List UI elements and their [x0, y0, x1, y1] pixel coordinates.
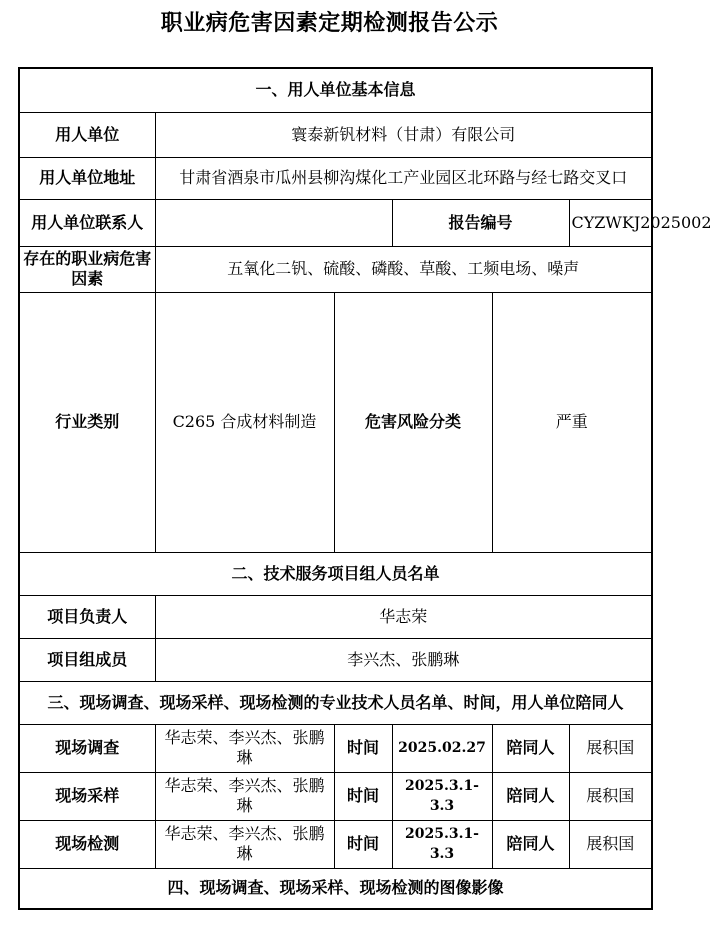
escort-value: 展积国 — [569, 772, 652, 820]
staff-value: 华志荣、李兴杰、张鹏琳 — [155, 820, 334, 868]
table-row — [19, 820, 652, 868]
time-label: 时间 — [334, 820, 392, 868]
contact-label: 用人单位联系人 — [19, 199, 155, 246]
section4-heading: 四、现场调查、现场采样、现场检测的图像影像 — [19, 868, 652, 909]
escort-label: 陪同人 — [492, 772, 569, 820]
report-number-value: CYZWKJ2025002 — [569, 199, 652, 246]
risk-label: 危害风险分类 — [334, 292, 492, 552]
leader-label: 项目负责人 — [19, 595, 155, 638]
industry-value: C265 合成材料制造 — [155, 292, 334, 552]
disclosure-table — [18, 67, 712, 910]
hazards-label: 存在的职业病危害因素 — [19, 246, 155, 292]
activity-label: 现场检测 — [19, 820, 155, 868]
time-label: 时间 — [334, 724, 392, 772]
contact-value — [155, 199, 392, 246]
staff-value: 华志荣、李兴杰、张鹏琳 — [155, 772, 334, 820]
staff-value: 华志荣、李兴杰、张鹏琳 — [155, 724, 334, 772]
escort-value: 展积国 — [569, 820, 652, 868]
escort-label: 陪同人 — [492, 724, 569, 772]
activity-label: 现场调查 — [19, 724, 155, 772]
address-label: 用人单位地址 — [19, 157, 155, 199]
members-value: 李兴杰、张鹏琳 — [155, 638, 652, 681]
industry-label: 行业类别 — [19, 292, 155, 552]
report-number-label: 报告编号 — [392, 199, 569, 246]
members-label: 项目组成员 — [19, 638, 155, 681]
hazards-value: 五氧化二钒、硫酸、磷酸、草酸、工频电场、噪声 — [155, 246, 652, 292]
section1-heading: 一、用人单位基本信息 — [19, 68, 652, 112]
risk-value: 严重 — [492, 292, 652, 552]
section3-heading: 三、现场调查、现场采样、现场检测的专业技术人员名单、时间，用人单位陪同人 — [19, 681, 652, 724]
employer-value: 寰泰新钒材料（甘肃）有限公司 — [155, 112, 652, 157]
escort-value: 展积国 — [569, 724, 652, 772]
table-row — [19, 772, 652, 820]
time-value: 2025.3.1-3.3 — [392, 772, 492, 820]
escort-label: 陪同人 — [492, 820, 569, 868]
time-value: 2025.3.1-3.3 — [392, 820, 492, 868]
employer-label: 用人单位 — [19, 112, 155, 157]
section2-heading: 二、技术服务项目组人员名单 — [19, 552, 652, 595]
table-row — [19, 724, 652, 772]
time-value: 2025.02.27 — [392, 724, 492, 772]
time-label: 时间 — [334, 772, 392, 820]
activity-label: 现场采样 — [19, 772, 155, 820]
page-title: 职业病危害因素定期检测报告公示 — [160, 10, 499, 36]
address-value: 甘肃省酒泉市瓜州县柳沟煤化工产业园区北环路与经七路交叉口 — [155, 157, 652, 199]
leader-value: 华志荣 — [155, 595, 652, 638]
